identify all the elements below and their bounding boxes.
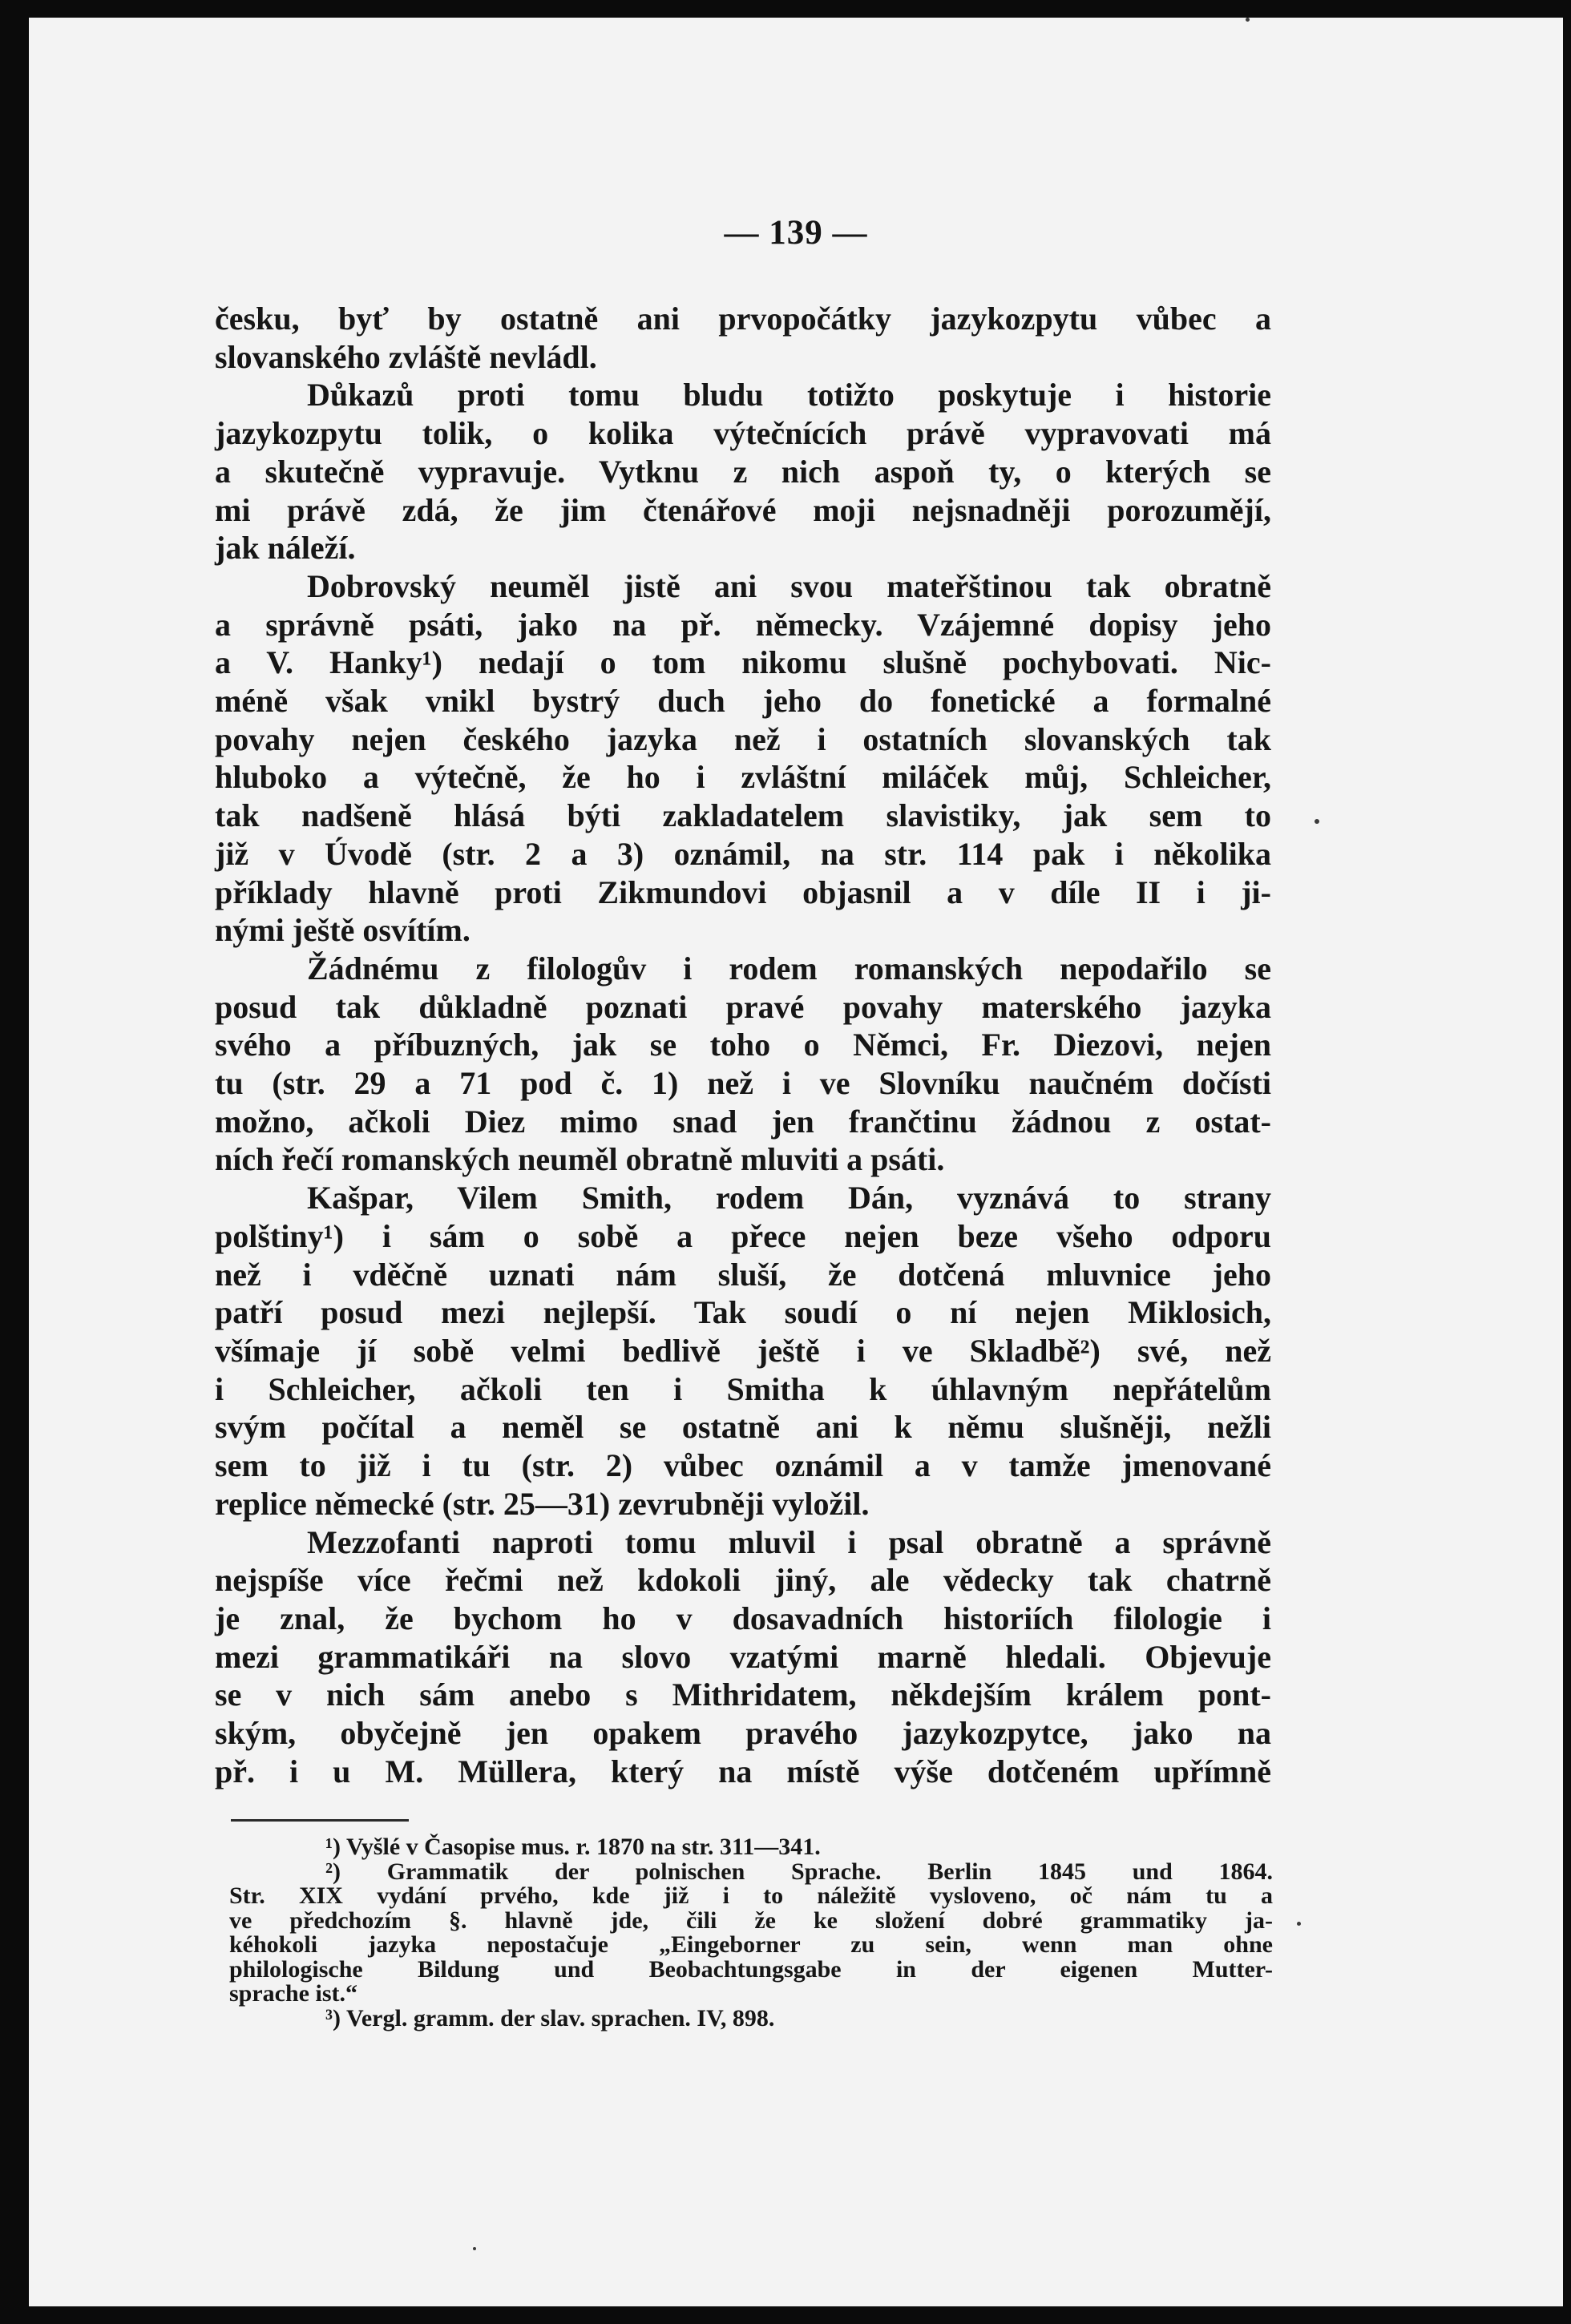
text-line: mezi grammatikáři na slovo vzatými marně hledali. Objevuje [215,1638,1271,1675]
text-line: možno, ačkoli Diez mimo snad jen frančtinu žádnou z ostat- [215,1103,1271,1140]
text-line: jak náleží. [215,530,356,567]
text-line: a správně psáti, jako na př. německy. Vzájemné dopisy jeho [215,606,1271,643]
text-line: tak nadšeně hlásá býti zakladatelem slavistiky, jak sem to [215,797,1271,834]
text-line: svým počítal a neměl se ostatně ani k němu slušněji, nežli [215,1409,1271,1446]
text-line: př. i u M. Müllera, který na místě výše dotčeném upřímně [215,1753,1271,1789]
footnote-line: philologische Bildung und Beobachtungsgabe in der eigenen Mutter- [229,1955,1273,1983]
footnote-3 [229,2004,1273,2031]
paragraph-1 [215,300,1271,376]
paragraph-3 [215,567,1271,950]
text-line: hluboko a výtečně, že ho i zvláštní miláček můj, Schleicher, [215,759,1271,796]
paragraph-4 [215,950,1271,1179]
text-line: svého a příbuzných, jak se toho o Němci, Fr. Diezovi, nejen [215,1027,1271,1063]
text-line: patří posud mezi nejlepší. Tak soudí o ní nejen Miklosich, [215,1294,1271,1331]
text-line: replice německé (str. 25—31) zevrubněji vyložil. [215,1485,870,1522]
text-line: Mezzofanti naproti tomu mluvil i psal obratně a správně [307,1523,1271,1560]
body-text [215,300,1271,1790]
scan-speck [473,2247,476,2250]
paragraph-2 [215,376,1271,567]
text-line: tu (str. 29 a 71 pod č. 1) než i ve Slovníku naučném dočísti [215,1065,1271,1102]
footnote-1 [229,1835,1273,1860]
text-line: sem to již i tu (str. 2) vůbec oznámil a v tamže jmenované [215,1447,1271,1484]
footnote-line: kéhokoli jazyka nepostačuje „Eingeborner zu sein, wenn man ohne [229,1931,1273,1958]
text-line: ních řečí romanských neuměl obratně mluviti a psáti. [215,1141,945,1178]
text-line: méně však vnikl bystrý duch jeho do fonetické a formalné [215,683,1271,720]
footnote-line: sprache ist.“ [229,1980,357,2007]
text-line: již v Úvodě (str. 2 a 3) oznámil, na str. 114 pak i několika [215,835,1271,872]
text-line: příklady hlavně proti Zikmundovi objasnil a v díle II i ji- [215,874,1271,910]
footnote-line: ve předchozím §. hlavně jde, čili že ke složení dobré grammatiky ja- [229,1906,1273,1934]
text-line: ským, obyčejně jen opakem pravého jazykozpytce, jako na [215,1715,1271,1752]
text-line: česku, byť by ostatně ani prvopočátky jazykozpytu vůbec a [215,301,1271,337]
text-line: nými ještě osvítím. [215,912,470,949]
text-line: posud tak důkladně poznati pravé povahy materského jazyka [215,988,1271,1025]
text-line: a skutečně vypravuje. Vytknu z nich aspoň ty, o kterých se [215,453,1271,490]
text-line: než i vděčně uznati nám sluší, že dotčená mluvnice jeho [215,1256,1271,1293]
paragraph-5 [215,1179,1271,1523]
footnote-2 [229,1860,1273,2007]
text-line: nejspíše více řečmi než kdokoli jiný, ale vědecky tak chatrně [215,1562,1271,1599]
text-line: polštiny¹) i sám o sobě a přece nejen beze všeho odporu [215,1217,1271,1254]
footnotes [229,1835,1273,2031]
text-line: se v nich sám anebo s Mithridatem, někdejším králem pont- [215,1676,1271,1713]
page-number: — 139 — [724,214,868,252]
text-line: Dobrovský neuměl jistě ani svou mateřštinou tak obratně [307,567,1271,604]
text-line: povahy nejen českého jazyka než i ostatních slovanských tak [215,720,1271,757]
text-line: a V. Hanky¹) nedají o tom nikomu slušně pochybovati. Nic- [215,644,1271,681]
text-line: všímaje jí sobě velmi bedlivě ještě i ve Skladbě²) své, než [215,1332,1271,1369]
paragraph-6 [215,1523,1271,1791]
text-line: Důkazů proti tomu bludu totižto poskytuje i historie [307,377,1271,414]
text-line: i Schleicher, ačkoli ten i Smitha k úhlavným nepřátelům [215,1370,1271,1407]
text-line: mi právě zdá, že jim čtenářové moji nejsnadněji porozumějí, [215,491,1271,528]
text-line: jazykozpytu tolik, o kolika výtečnících právě vypravovati má [215,415,1271,452]
footnote-line: ¹) Vyšlé v Časopise mus. r. 1870 na str. 311—341. [325,1834,821,1860]
scanned-page [29,18,1563,2306]
scan-speck [1297,1922,1301,1926]
footnote-line: Str. XIX vydání prvého, kde již i to náležitě vysloveno, oč nám tu a [229,1882,1273,1909]
text-line: Kašpar, Vilem Smith, rodem Dán, vyznává to strany [307,1180,1271,1216]
text-line: je znal, že bychom ho v dosavadních historiích filologie i [215,1600,1271,1636]
footnote-line: ³) Vergl. gramm. der slav. sprachen. IV, 898. [325,2004,775,2031]
scan-speck [1315,819,1319,824]
footnote-line: ²) Grammatik der polnischen Sprache. Berlin 1845 und 1864. [325,1858,1273,1885]
text-line: slovanského zvláště nevládl. [215,338,597,375]
scan-speck [1246,18,1250,22]
text-line: Žádnému z filologův i rodem romanských nepodařilo se [307,950,1271,986]
footnote-divider [231,1819,409,1822]
